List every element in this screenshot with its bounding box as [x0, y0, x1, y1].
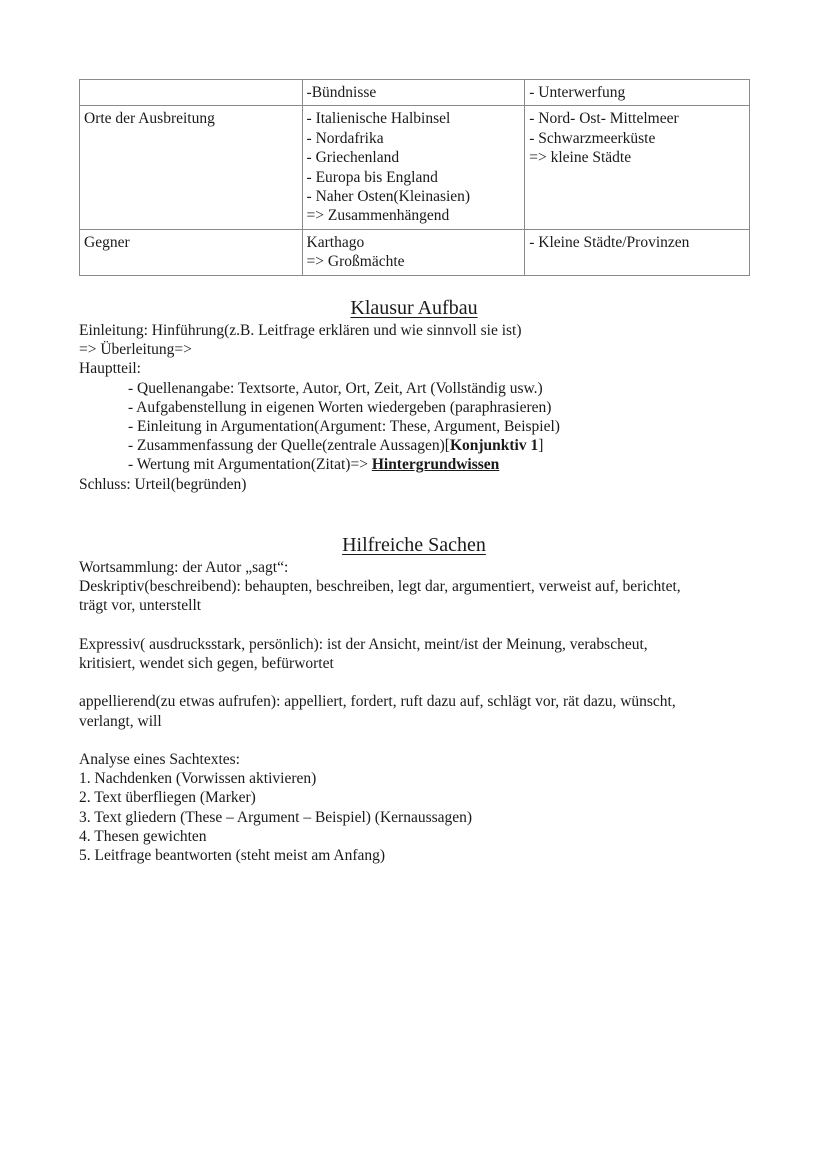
- analyse-step: 1. Nachdenken (Vorwissen aktivieren): [79, 770, 317, 788]
- cell-line: => Zusammenhängend: [306, 207, 450, 225]
- expressiv-line: Expressiv( ausdrucksstark, persönlich): ist der Ansicht, meint/ist der Meinung, verabscheut,: [79, 635, 648, 653]
- cell-line: [84, 83, 298, 102]
- appellierend-line: verlangt, will: [79, 712, 162, 730]
- table-cell: [302, 80, 525, 106]
- cell-line: => Großmächte: [306, 253, 405, 271]
- overview-table: [79, 79, 750, 276]
- table-cell: [525, 229, 750, 275]
- item4-prefix: - Zusammenfassung der Quelle(zentrale Aussagen)[: [128, 437, 450, 455]
- analyse-step: 3. Text gliedern (These – Argument – Beispiel) (Kernaussagen): [79, 808, 473, 826]
- cell-line: - Griechenland: [306, 149, 400, 167]
- klausur-section: [79, 321, 759, 494]
- blank-line: [79, 616, 759, 635]
- cell-line: - Italienische Halbinsel: [306, 110, 451, 128]
- hauptteil-item: [79, 455, 759, 474]
- hilfreich-title: Hilfreiche Sachen: [342, 534, 486, 556]
- analyse-title: Analyse eines Sachtextes:: [79, 750, 240, 768]
- table-cell: [525, 106, 750, 229]
- table-cell: [302, 106, 525, 229]
- analyse-step: 2. Text überfliegen (Marker): [79, 789, 256, 807]
- hauptteil-item: - Aufgabenstellung in eigenen Worten wiedergeben (paraphrasieren): [128, 398, 552, 416]
- hilfreich-section: [79, 558, 759, 865]
- cell-line: - Naher Osten(Kleinasien): [306, 188, 471, 206]
- blank-line: [79, 673, 759, 692]
- table-cell: [525, 80, 750, 106]
- deskriptiv-line: trägt vor, unterstellt: [79, 597, 202, 615]
- table-cell: [302, 229, 525, 275]
- appellierend-line: appellierend(zu etwas aufrufen): appelliert, fordert, ruft dazu auf, schlägt vor, rät dazu, wünscht,: [79, 693, 676, 711]
- schluss-line: Schluss: Urteil(begründen): [79, 475, 247, 493]
- table-row: [80, 106, 750, 229]
- cell-line: Karthago: [306, 233, 365, 251]
- table-cell: [80, 229, 303, 275]
- cell-line: Orte der Ausbreitung: [84, 110, 215, 128]
- hauptteil-line: Hauptteil:: [79, 360, 141, 378]
- hauptteil-item: - Einleitung in Argumentation(Argument: These, Argument, Beispiel): [128, 418, 560, 436]
- cell-line: - Schwarzmeerküste: [529, 129, 656, 147]
- item5-prefix: - Wertung mit Argumentation(Zitat)=>: [128, 456, 372, 474]
- hauptteil-item: [79, 436, 759, 455]
- einleitung-line: Einleitung: Hinführung(z.B. Leitfrage erklären und wie sinnvoll sie ist): [79, 322, 522, 339]
- cell-line: => kleine Städte: [529, 149, 632, 167]
- table-cell: [80, 106, 303, 229]
- expressiv-line: kritisiert, wendet sich gegen, befürwortet: [79, 655, 334, 672]
- table-body: [80, 80, 750, 276]
- deskriptiv-line: Deskriptiv(beschreibend): behaupten, beschreiben, legt dar, argumentiert, verweist auf, berichtet,: [79, 578, 681, 596]
- blank-line: [79, 731, 759, 750]
- cell-line: - Nordafrika: [306, 129, 384, 147]
- cell-line: - Nord- Ost- Mittelmeer: [529, 110, 679, 128]
- analyse-step: 4. Thesen gewichten: [79, 827, 207, 845]
- klausur-title: Klausur Aufbau: [350, 297, 478, 319]
- wortsammlung-line: Wortsammlung: der Autor „sagt“:: [79, 559, 289, 576]
- cell-line: -Bündnisse: [306, 84, 377, 101]
- table-row: [80, 229, 750, 275]
- hintergrundwissen-emphasis: Hintergrundwissen: [371, 456, 500, 474]
- cell-line: - Europa bis England: [306, 168, 438, 186]
- cell-line: - Unterwerfung: [529, 84, 626, 101]
- item4-suffix: ]: [538, 437, 544, 455]
- table-row: [80, 80, 750, 106]
- cell-line: Gegner: [84, 233, 130, 251]
- konjunktiv-emphasis: Konjunktiv 1: [449, 437, 539, 455]
- ueberleitung-line: => Überleitung=>: [79, 341, 192, 359]
- cell-line: - Kleine Städte/Provinzen: [529, 233, 690, 251]
- analyse-step: 5. Leitfrage beantworten (steht meist am Anfang): [79, 847, 386, 864]
- table-cell: [80, 80, 303, 106]
- hauptteil-item: - Quellenangabe: Textsorte, Autor, Ort, Zeit, Art (Vollständig usw.): [128, 379, 543, 397]
